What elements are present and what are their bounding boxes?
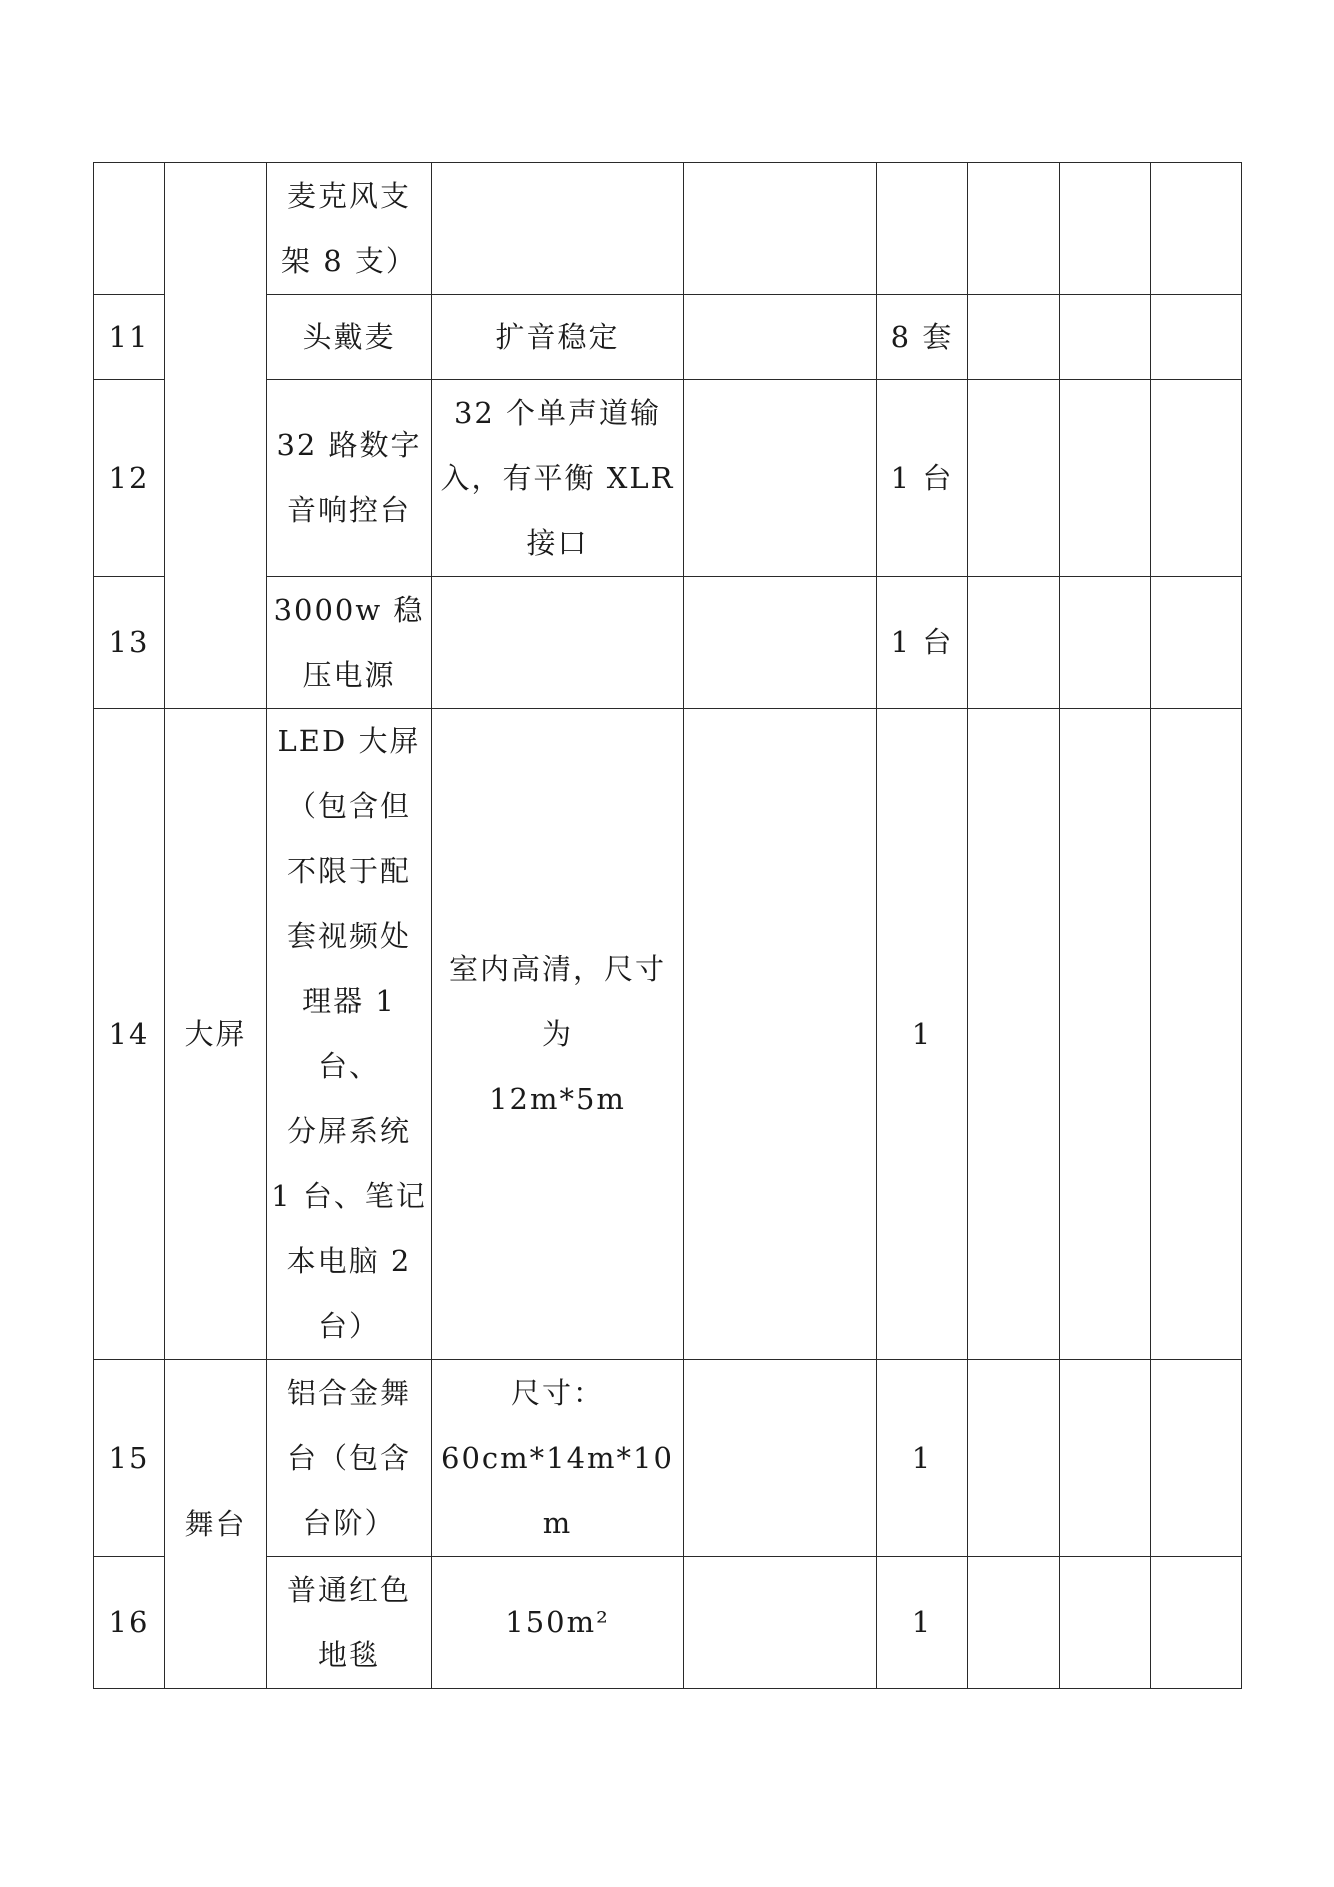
item-number-cell: 13 [94, 577, 165, 709]
spec-line: 接口 [526, 525, 589, 560]
item-number-cell: 11 [94, 295, 165, 380]
item-name-cell [267, 709, 432, 1360]
item-name-line: 头戴麦 [302, 319, 396, 354]
blank-cell [684, 380, 877, 577]
blank-cell [968, 709, 1060, 1360]
item-name-cell [267, 577, 432, 709]
blank-cell [1060, 577, 1151, 709]
spec-line: 室内高清，尺寸 [448, 951, 666, 986]
item-name-cell [267, 380, 432, 577]
spec-line: 扩音稳定 [495, 319, 620, 354]
item-number-cell [94, 163, 165, 295]
spec-cell [432, 709, 684, 1360]
table-row [94, 1557, 1242, 1689]
item-number-cell: 15 [94, 1360, 165, 1557]
item-name-line: 普通红色 [286, 1572, 411, 1607]
item-name-line: 地毯 [317, 1637, 380, 1672]
quantity-cell: 1 台 [877, 577, 968, 709]
blank-cell [968, 577, 1060, 709]
quantity-cell [877, 163, 968, 295]
item-number-cell: 14 [94, 709, 165, 1360]
blank-cell [684, 1557, 877, 1689]
blank-cell [1151, 1360, 1242, 1557]
item-name-line: 3000w 稳 [273, 592, 425, 627]
spec-cell [432, 380, 684, 577]
item-name-line: 麦克风支 [286, 178, 411, 213]
spec-cell [432, 1360, 684, 1557]
spec-line: 150m² [505, 1605, 610, 1639]
quantity-cell: 1 台 [877, 380, 968, 577]
item-name-line: 套视频处 [286, 919, 411, 953]
blank-cell [1151, 380, 1242, 577]
blank-cell [684, 709, 877, 1360]
item-name-line: 架 8 支） [281, 243, 417, 278]
blank-cell [1151, 295, 1242, 380]
blank-cell [968, 295, 1060, 380]
item-name-line: 台（包含 [286, 1440, 411, 1475]
item-name-line: （包含但 [286, 789, 411, 823]
blank-cell [684, 577, 877, 709]
item-name-line: 台） [317, 1309, 380, 1343]
table-row [94, 380, 1242, 577]
blank-cell [1060, 709, 1151, 1360]
table-row [94, 709, 1242, 1360]
blank-cell [1151, 577, 1242, 709]
spec-line: 入，有平衡 XLR [440, 460, 675, 495]
spec-cell [432, 295, 684, 380]
spec-cell [432, 577, 684, 709]
item-name-cell [267, 295, 432, 380]
item-name-cell [267, 1557, 432, 1689]
blank-cell [1060, 380, 1151, 577]
spec-line: 为 [541, 1016, 573, 1051]
spec-cell [432, 1557, 684, 1689]
spec-line: 60cm*14m*10m [441, 1440, 674, 1540]
item-name-line: 本电脑 2 [286, 1244, 412, 1278]
quantity-cell: 1 [877, 709, 968, 1360]
blank-cell [968, 1557, 1060, 1689]
category-cell: 舞台 [165, 1360, 267, 1689]
table-row [94, 295, 1242, 380]
spec-line: 12m*5m [489, 1081, 626, 1116]
item-name-line: 32 路数字 [276, 428, 422, 462]
item-name-cell [267, 1360, 432, 1557]
blank-cell [684, 1360, 877, 1557]
table-row [94, 577, 1242, 709]
item-name-line: LED 大屏 [277, 724, 421, 758]
category-cell [165, 163, 267, 709]
table-row [94, 1360, 1242, 1557]
blank-cell [1151, 709, 1242, 1360]
item-name-line: 理器 1 台、 [302, 984, 396, 1083]
item-name-line: 铝合金舞 [286, 1375, 411, 1410]
blank-cell [1151, 163, 1242, 295]
item-name-line: 音响控台 [286, 493, 411, 527]
item-name-line: 压电源 [302, 657, 396, 692]
table-row [94, 163, 1242, 295]
blank-cell [684, 163, 877, 295]
item-name-line: 1 台、笔记 [271, 1179, 427, 1213]
quantity-cell: 1 [877, 1557, 968, 1689]
quantity-cell: 8 套 [877, 295, 968, 380]
spec-line: 尺寸： [510, 1375, 604, 1410]
blank-cell [1060, 295, 1151, 380]
equipment-spec-table [93, 162, 1242, 1689]
blank-cell [968, 1360, 1060, 1557]
item-name-line: 不限于配 [286, 854, 411, 888]
item-name-line: 台阶） [302, 1505, 396, 1540]
item-number-cell: 12 [94, 380, 165, 577]
spec-line: 32 个单声道输 [453, 395, 662, 430]
blank-cell [1060, 1360, 1151, 1557]
blank-cell [968, 163, 1060, 295]
blank-cell [968, 380, 1060, 577]
blank-cell [684, 295, 877, 380]
quantity-cell: 1 [877, 1360, 968, 1557]
spec-cell [432, 163, 684, 295]
item-name-line: 分屏系统 [286, 1114, 411, 1148]
blank-cell [1060, 1557, 1151, 1689]
blank-cell [1151, 1557, 1242, 1689]
item-number-cell: 16 [94, 1557, 165, 1689]
item-name-cell [267, 163, 432, 295]
blank-cell [1060, 163, 1151, 295]
category-cell: 大屏 [165, 709, 267, 1360]
